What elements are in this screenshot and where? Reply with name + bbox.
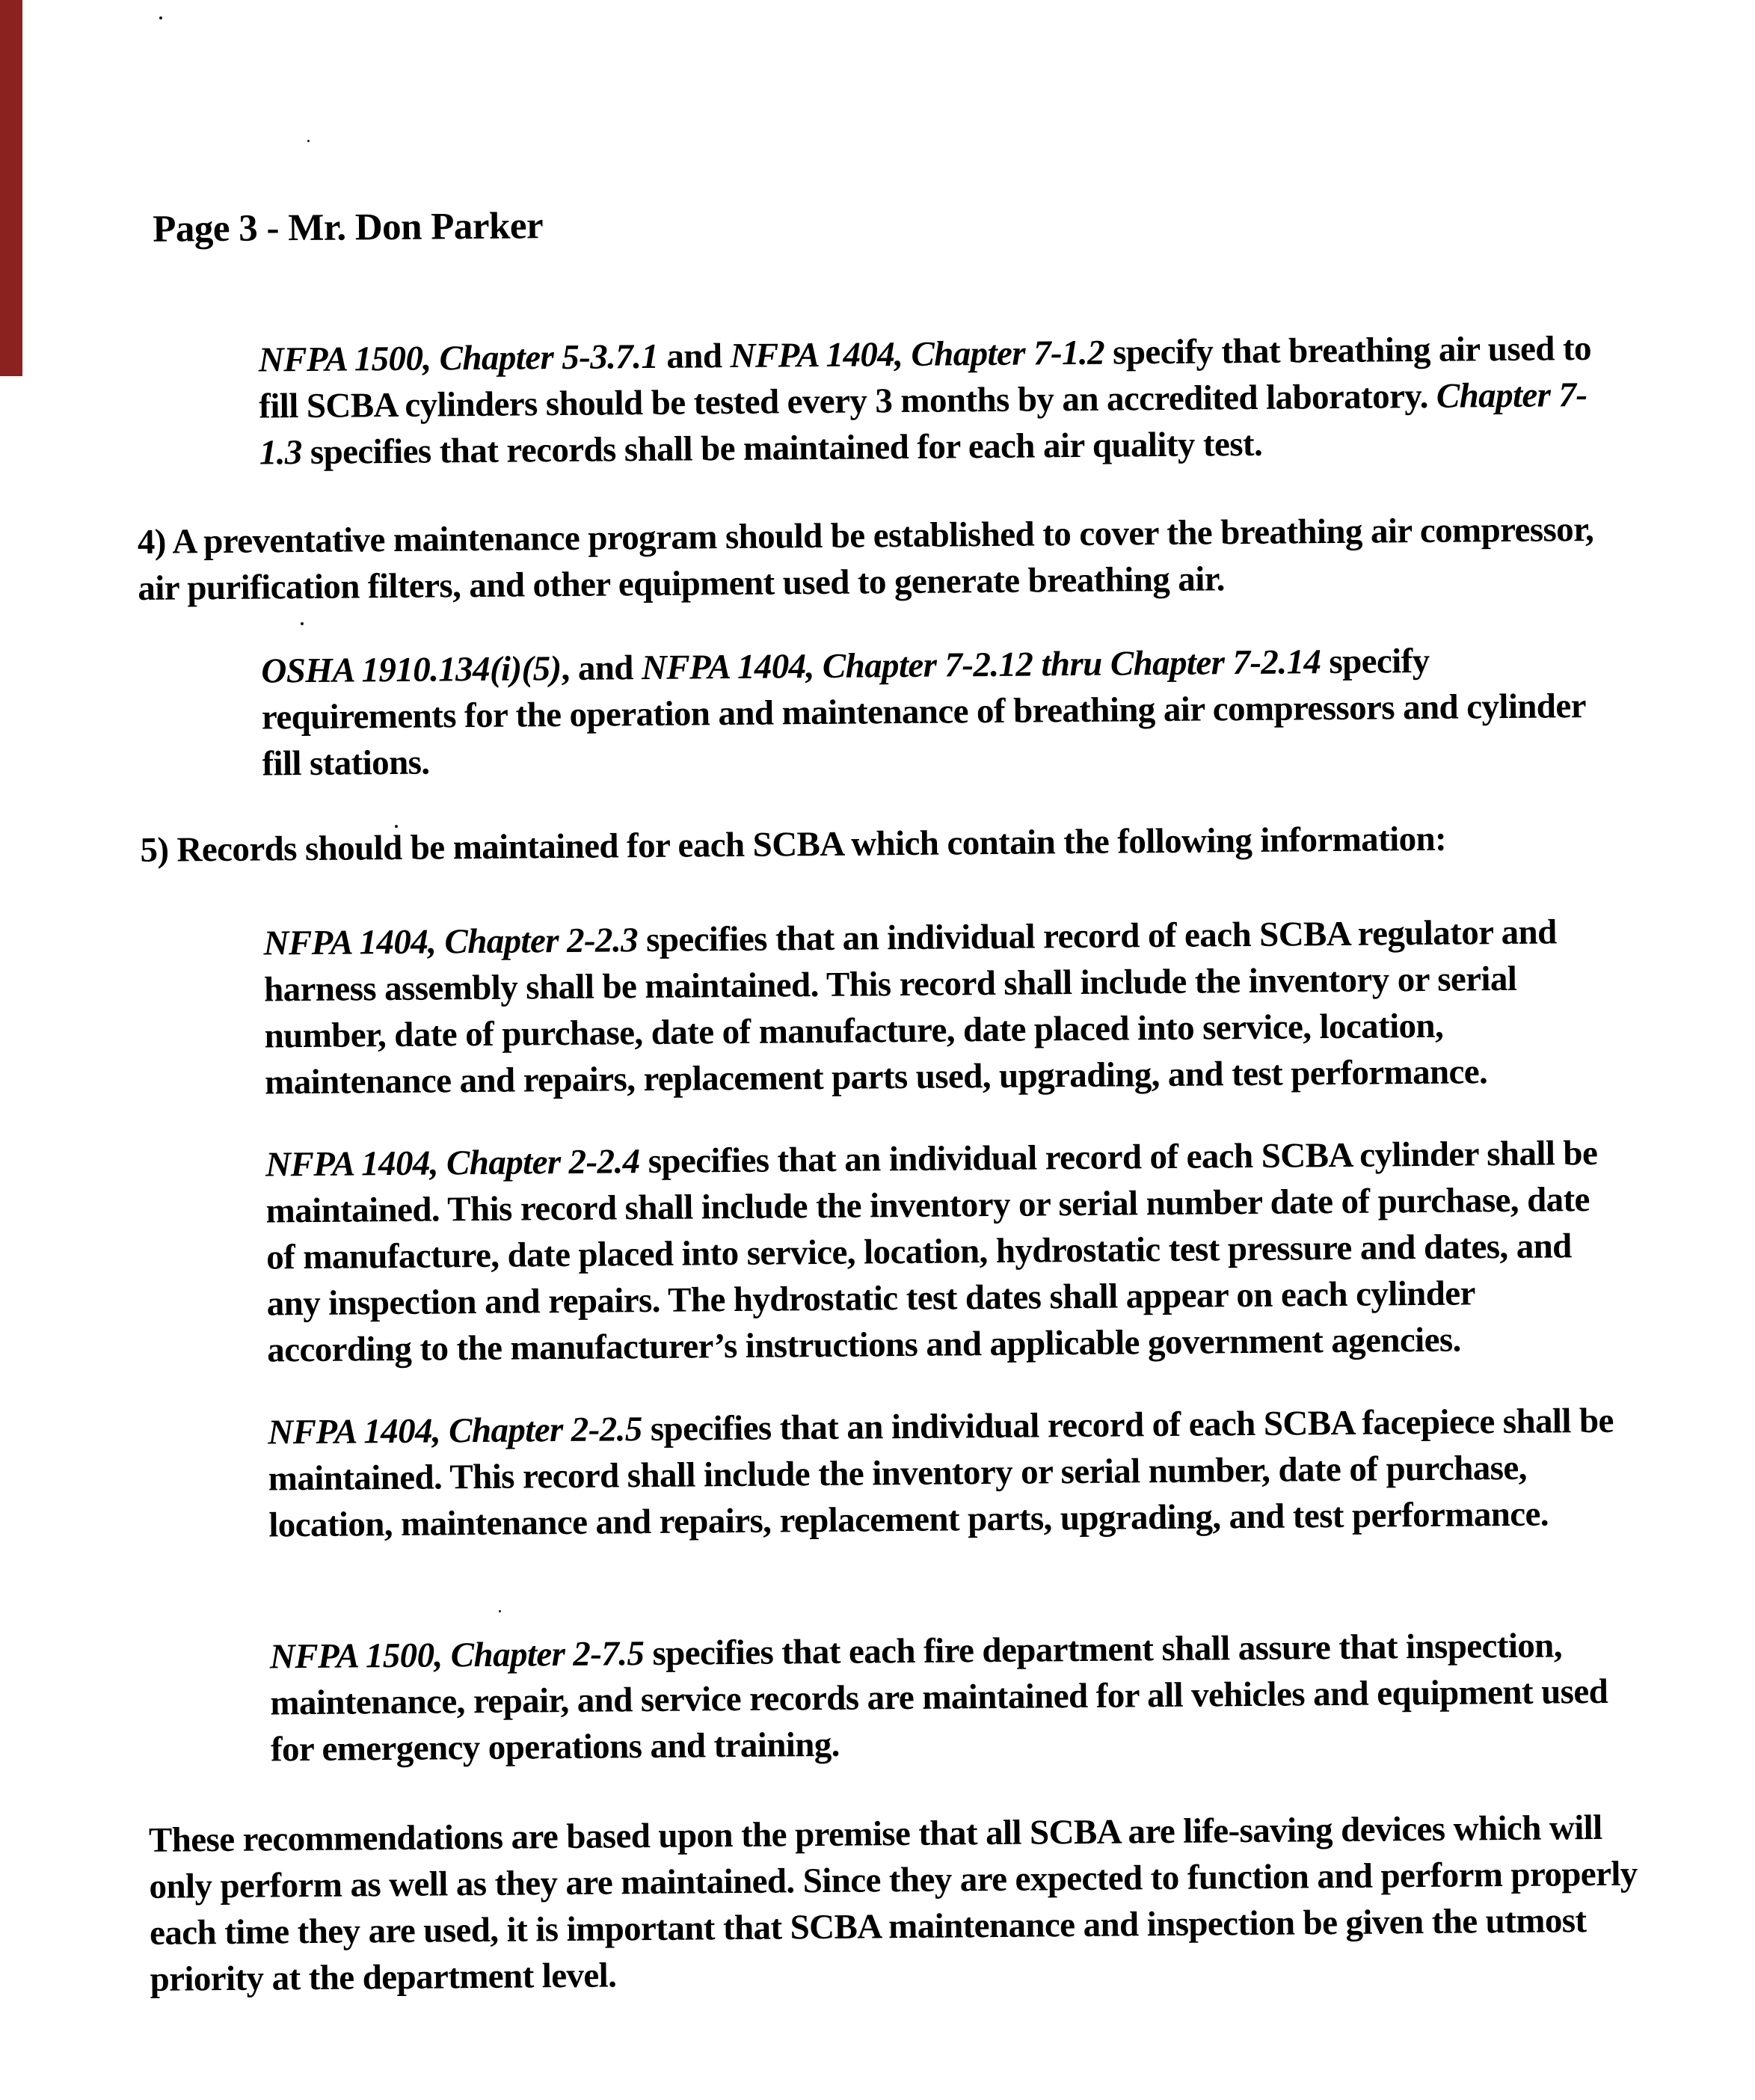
text-run: These recommendations are based upon the premise that all SCBA are life-saving devices which will only perform as well as they are maintained. Since they are expected to function and perform properly each time they are used, it is important that SCBA maintenance and inspection be given the utmost priority at the department level. [148, 1808, 1638, 1999]
paragraph-nfpa-1404-2-2-5 [268, 1398, 1626, 1549]
text-run: NFPA 1500, Chapter 5-3.7.1 [258, 337, 659, 380]
paragraph-osha-1910-134 [261, 636, 1620, 788]
text-run: , and [561, 648, 642, 689]
text-run: Chapter 7-1.3 [259, 375, 1588, 473]
paragraph-nfpa-1500-2-7-5 [270, 1622, 1629, 1773]
text-run: specifies that an individual record of each SCBA facepiece shall be maintained. This record shall include the inventory or serial number, date of purchase, location, maintenance and repairs, replacement parts, upgrading, and test performance. [268, 1401, 1614, 1545]
paragraph-item-5 [140, 814, 1639, 873]
text-run: NFPA 1404, Chapter 7-1.2 [730, 333, 1105, 376]
text-run: specify that breathing air used to fill SCBA cylinders should be tested every 3 months by an accredited laboratory. [259, 328, 1592, 426]
text-run: specify requirements for the operation and maintenance of breathing air compressors and cylinder fill stations. [261, 641, 1586, 784]
paragraph-closing [149, 1804, 1650, 2002]
text-run: specifies that an individual record of each SCBA cylinder shall be maintained. This record shall include the inventory or serial number date of purchase, date of manufacture, date placed into service, location, hydrostatic test pressure and dates, and any inspection and repairs. The hydrostatic test dates shall appear on each cylinder according to the manufacturer’s instructions and applicable government agencies. [265, 1133, 1598, 1370]
text-run: OSHA 1910.134(i)(5) [261, 649, 562, 691]
text-run: NFPA 1500, Chapter 2-7.5 [269, 1634, 645, 1677]
text-run: 5) Records should be maintained for each SCBA which contain the following information: [140, 819, 1447, 870]
text-run: specifies that an individual record of each SCBA regulator and harness assembly shall be maintained. This record shall include the inventory or serial number, date of purchase, date of manufacture, date placed into service, location, maintenance and repairs, replacement parts used, upgrading, and test performance. [263, 912, 1557, 1102]
text-run: and [658, 337, 731, 376]
text-run: NFPA 1404, Chapter 2-2.4 [265, 1142, 640, 1185]
text-run: NFPA 1404, Chapter 7-2.12 thru Chapter 7-2.14 [641, 642, 1321, 688]
text-run: specifies that records shall be maintained for each air quality test. [301, 424, 1263, 473]
paragraph-item-4 [138, 506, 1638, 611]
paragraph-nfpa-1404-2-2-3 [263, 909, 1622, 1106]
text-run: NFPA 1404, Chapter 2-2.5 [268, 1410, 642, 1452]
paragraph-nfpa-1404-2-2-4 [265, 1130, 1625, 1374]
text-run: specifies that each fire department shall assure that inspection, maintenance, repair, and service records are maintained for all vehicles and equipment used for emergency operations and training. [270, 1626, 1608, 1769]
paragraph-nfpa-1500-5-3-7-1 [258, 325, 1617, 476]
text-run: 4) A preventative maintenance program should be established to cover the breathing air compressor, air purification filters, and other equipment used to generate breathing air. [137, 509, 1594, 608]
page-header: Page 3 - Mr. Don Parker [152, 205, 544, 251]
text-run: NFPA 1404, Chapter 2-2.3 [263, 921, 639, 963]
